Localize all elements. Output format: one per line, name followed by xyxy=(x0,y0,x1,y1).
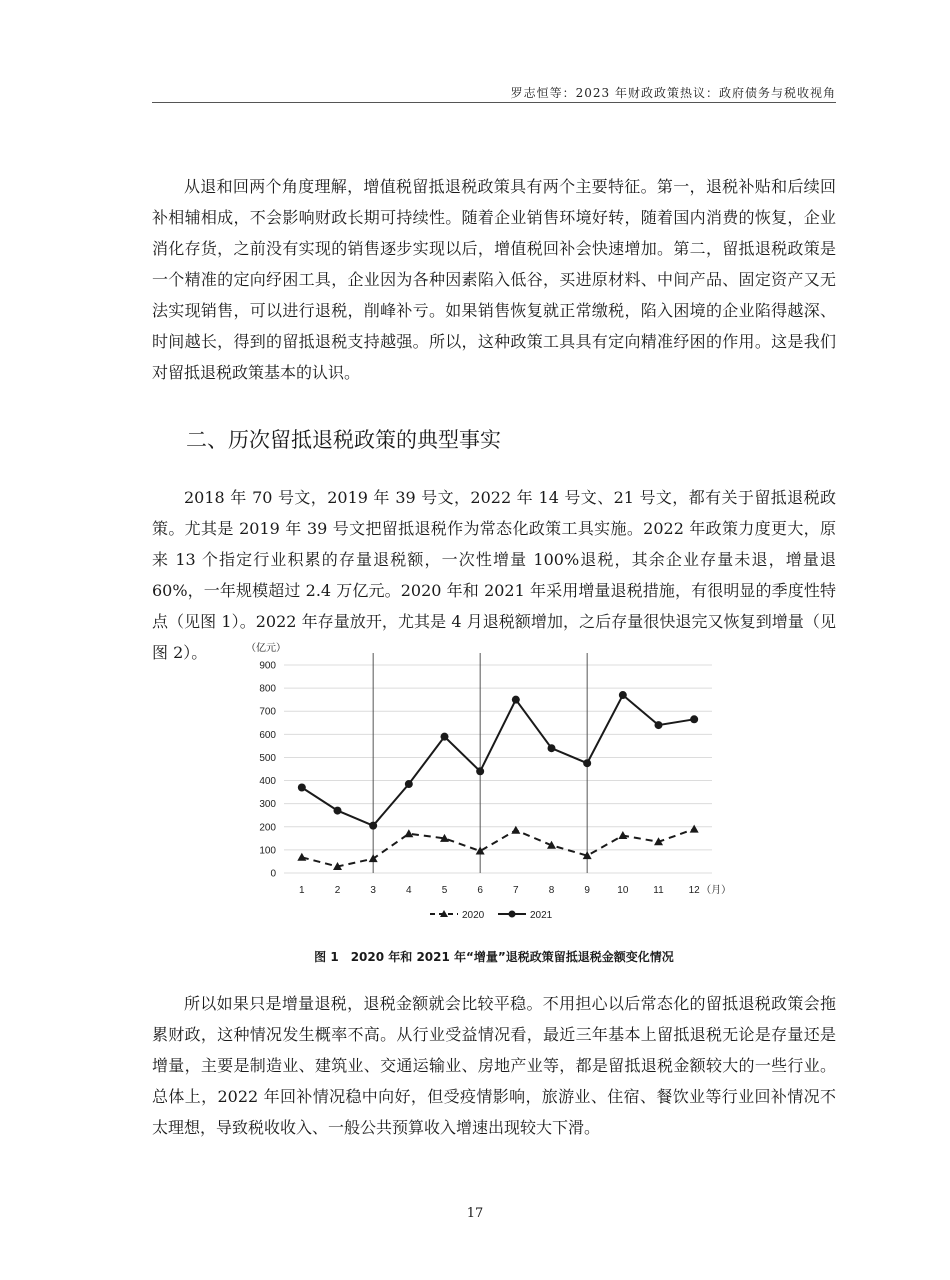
x-tick-label: 1 xyxy=(299,885,305,896)
y-tick-label: 200 xyxy=(259,822,276,834)
legend-marker-2021 xyxy=(509,911,516,918)
y-tick-label: 600 xyxy=(259,729,276,741)
section-heading: 二、历次留抵退税政策的典型事实 xyxy=(186,428,501,452)
legend-label-2020: 2020 xyxy=(462,910,485,921)
header-rule xyxy=(152,102,836,103)
y-tick-label: 700 xyxy=(259,706,276,718)
y-tick-label: 400 xyxy=(259,776,276,788)
x-tick-label: 12 xyxy=(688,885,700,896)
y-tick-label: 300 xyxy=(259,799,276,811)
paragraph-1: 从退和回两个角度理解，增值税留抵退税政策具有两个主要特征。第一，退税补贴和后续回补相辅相成，不会影响财政长期可持续性。随着企业销售环境好转，随着国内消费的恢复，企业消化存货，之前没有实现的销售逐步实现以后，增值税回补会快速增加。第二，留抵退税政策是一个精准的定向纾困工具，企业因为各种因素陷入低谷，买进原材料、中间产品、固定资产又无法实现销售，可以进行退税，削峰补亏。如果销售恢复就正常缴税，陷入困境的企业陷得越深、时间越长，得到的留抵退税支持越强。所以，这种政策工具具有定向精准纾困的作用。这是我们对留抵退税政策基本的认识。 xyxy=(152,177,836,382)
data-point-2020 xyxy=(690,825,699,833)
data-point-2020 xyxy=(618,831,627,839)
x-tick-label: 11 xyxy=(653,885,664,896)
data-point-2021 xyxy=(405,780,413,788)
line-chart xyxy=(240,637,732,932)
data-point-2020 xyxy=(476,847,485,855)
y-tick-label: 800 xyxy=(259,683,276,695)
x-tick-label: 10 xyxy=(617,885,629,896)
data-point-2021 xyxy=(334,807,342,815)
y-tick-label: 100 xyxy=(259,845,276,857)
series-line-2021 xyxy=(302,695,694,826)
legend-label-2021: 2021 xyxy=(530,910,553,921)
data-point-2020 xyxy=(297,853,306,861)
data-point-2021 xyxy=(369,822,377,830)
data-point-2021 xyxy=(619,691,627,699)
x-tick-label: 3 xyxy=(370,885,376,896)
data-point-2021 xyxy=(512,696,520,704)
x-tick-label: 9 xyxy=(584,885,590,896)
data-point-2021 xyxy=(476,767,484,775)
x-tick-label: 2 xyxy=(334,885,341,896)
x-tick-label: 4 xyxy=(406,885,412,896)
page-number: 17 xyxy=(466,1206,484,1221)
x-tick-label: 5 xyxy=(441,885,448,896)
data-point-2020 xyxy=(404,829,413,837)
y-tick-label: 900 xyxy=(259,660,276,672)
paragraph-3: 所以如果只是增量退税，退税金额就会比较平稳。不用担心以后常态化的留抵退税政策会拖累财政，这种情况发生概率不高。从行业受益情况看，最近三年基本上留抵退税无论是存量还是增量，主要是制造业、建筑业、交通运输业、房地产业等，都是留抵退税金额较大的一些行业。总体上，2022 年回补情况稳中向好，但受疫情影响，旅游业、住宿、餐饮业等行业回补情况不太理想，导致税收收入、一般公共预算收入增速出现较大下滑。 xyxy=(152,994,836,1137)
data-point-2021 xyxy=(583,759,591,767)
y-tick-label: 500 xyxy=(259,752,276,764)
x-tick-label: 7 xyxy=(513,885,519,896)
x-tick-label: 6 xyxy=(477,885,483,896)
y-tick-label: 0 xyxy=(270,868,276,880)
x-axis-unit: （月） xyxy=(701,885,732,896)
paragraph-2: 2018 年 70 号文，2019 年 39 号文，2022 年 14 号文、21 号文，都有关于留抵退税政策。尤其是 2019 年 39 号文把留抵退税作为常态化政策工具实施。2022 年政策力度更大，原来 13 个指定行业积累的存量退税额，一次性增量 100%退税，其余企业存量未退，增量退 60%，一年规模超过 2.4 万亿元。2020 年和 2021 年采用增量退税措施，有很明显的季度性特点（见图 1）。2022 年存量放开，尤其是 4 月退税额增加，之后存量很快退完又恢复到增量（见图 2）。 xyxy=(152,488,836,662)
data-point-2021 xyxy=(690,715,698,723)
data-point-2021 xyxy=(441,733,449,741)
y-axis-label: （亿元） xyxy=(246,643,286,654)
running-header: 罗志恒等：2023 年财政政策热议：政府债务与税收视角 xyxy=(510,86,836,100)
data-point-2021 xyxy=(655,721,663,729)
figure-caption: 图 1 2020 年和 2021 年“增量”退税政策留抵退税金额变化情况 xyxy=(314,950,674,964)
series-line-2020 xyxy=(302,829,694,866)
x-tick-label: 8 xyxy=(548,885,555,896)
data-point-2021 xyxy=(298,783,306,791)
data-point-2021 xyxy=(548,744,556,752)
